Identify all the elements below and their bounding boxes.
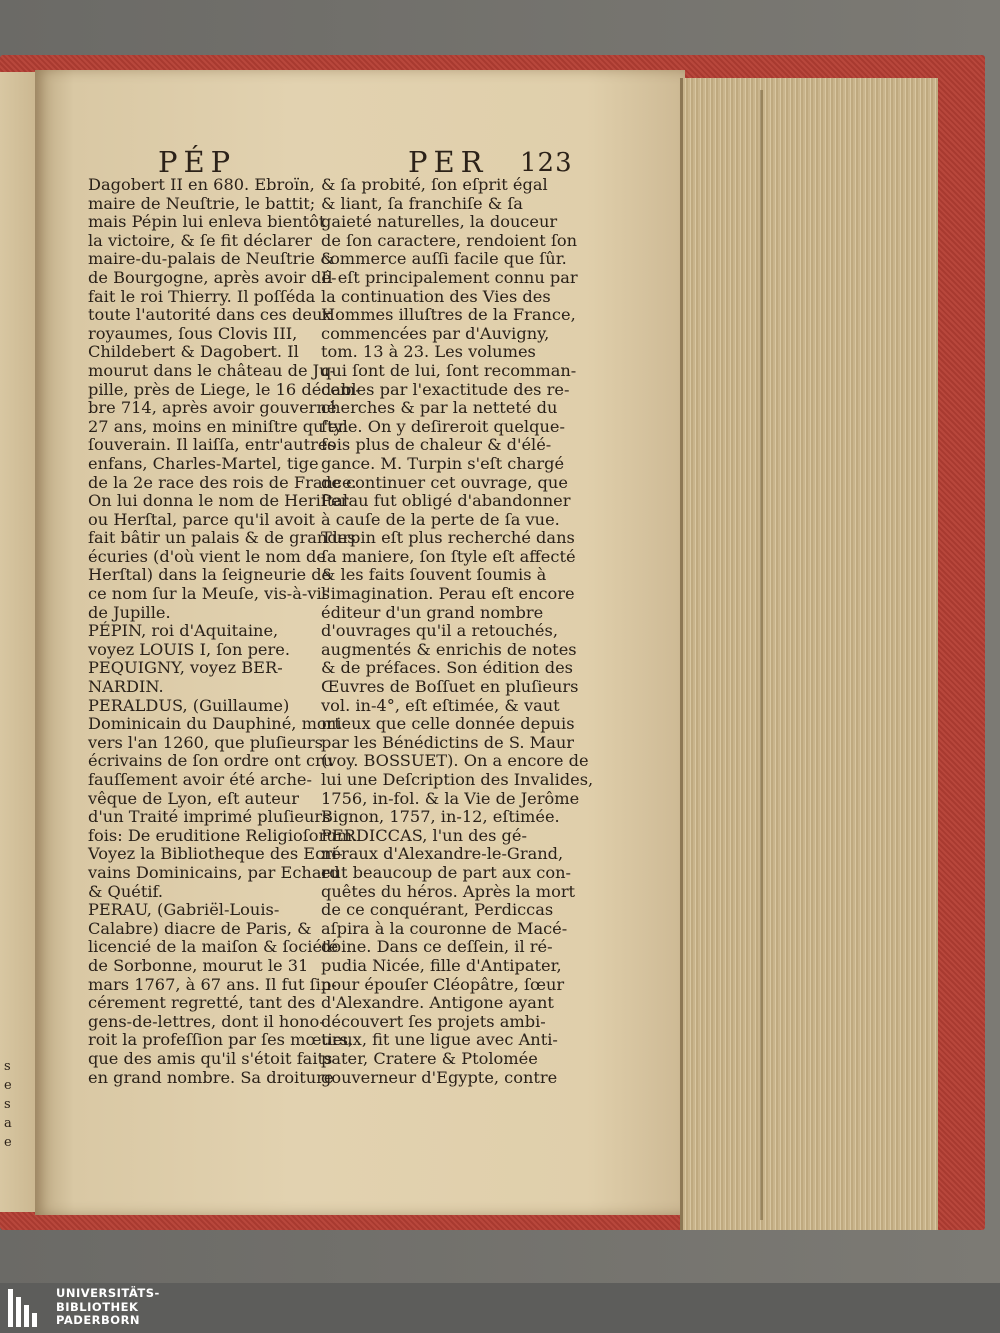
text-line: mars 1767, à 67 ans. Il fut ſin- bbox=[88, 974, 337, 994]
text-line: qui ſont de lui, ſont recomman- bbox=[321, 360, 577, 380]
text-line: licencié de la maiſon & ſociété bbox=[88, 937, 339, 957]
text-line: ſa maniere, ſon ſtyle eſt affecté bbox=[321, 546, 576, 566]
text-line: pater, Cratere & Ptolomée bbox=[321, 1048, 538, 1068]
text-line: roit la profeſſion par ſes mœurs, bbox=[88, 1030, 354, 1050]
text-line: tom. 13 à 23. Les volumes bbox=[321, 342, 536, 362]
library-name-line2: BIBLIOTHEK bbox=[56, 1299, 139, 1314]
text-line: fois: De eruditione Religioſorum. bbox=[88, 825, 358, 845]
edge-letter: a bbox=[4, 1116, 12, 1131]
text-line: mais Pépin lui enleva bientôt bbox=[88, 212, 326, 232]
text-line: d'Alexandre. Antigone ayant bbox=[321, 993, 554, 1013]
text-line: ſtyle. On y deſireroit quelque- bbox=[321, 416, 565, 436]
text-line: maire de Neuſtrie, le battit; bbox=[88, 193, 316, 213]
text-line: Voyez la Bibliotheque des Ecri- bbox=[88, 844, 343, 864]
text-line: gaieté naturelles, la douceur bbox=[321, 212, 558, 232]
text-line: gens-de-lettres, dont il hono- bbox=[88, 1011, 325, 1031]
text-line: cérement regretté, tant des bbox=[88, 993, 316, 1013]
text-line: mieux que celle donnée depuis bbox=[321, 714, 575, 734]
right-text-column bbox=[321, 176, 593, 1087]
text-line: pudia Nicée, fille d'Antipater, bbox=[321, 955, 562, 975]
text-line: doine. Dans ce deſſein, il ré- bbox=[321, 937, 553, 957]
text-line: Dominicain du Dauphiné, mort bbox=[88, 714, 341, 734]
text-line: PÉPIN, roi d'Aquitaine, bbox=[88, 621, 279, 641]
text-line: On lui donna le nom de Heriſtal bbox=[88, 491, 349, 511]
library-logo-icon bbox=[8, 1289, 46, 1327]
text-line: d'un Traité imprimé pluſieurs bbox=[88, 807, 331, 827]
text-line: mourut dans le château de Ju- bbox=[88, 360, 336, 380]
page-block-edges bbox=[680, 78, 938, 1230]
text-line: découvert ſes projets ambi- bbox=[321, 1011, 546, 1031]
text-line: pour épouſer Cléopâtre, ſœur bbox=[321, 974, 565, 994]
text-line: écrivains de ſon ordre ont cru bbox=[88, 751, 334, 771]
text-line: de ſon caractere, rendoient ſon bbox=[321, 230, 578, 250]
text-line: & les faits ſouvent ſoumis à bbox=[321, 565, 547, 585]
text-line: toute l'autorité dans ces deux bbox=[88, 305, 332, 325]
text-line: de Sorbonne, mourut le 31 bbox=[88, 955, 309, 975]
text-line: Perau fut obligé d'abandonner bbox=[321, 491, 571, 511]
text-line: 27 ans, moins en miniſtre qu'en bbox=[88, 416, 349, 436]
text-line: PERALDUS, (Guillaume) bbox=[88, 695, 290, 715]
text-line: 1756, in-fol. & la Vie de Jerôme bbox=[321, 788, 580, 808]
text-line: fait le roi Thierry. Il poſſéda bbox=[88, 286, 316, 306]
text-line: royaumes, ſous Clovis III, bbox=[88, 323, 298, 343]
text-line: vol. in-4°, eſt eſtimée, & vaut bbox=[321, 695, 560, 715]
text-line: vêque de Lyon, eſt auteur bbox=[88, 788, 299, 808]
text-line: par les Bénédictins de S. Maur bbox=[321, 732, 575, 752]
text-line: & liant, ſa franchiſe & ſa bbox=[321, 193, 523, 213]
text-line: la victoire, & ſe fit déclarer bbox=[88, 230, 313, 250]
text-line: augmentés & enrichis de notes bbox=[321, 639, 577, 659]
text-line: néraux d'Alexandre-le-Grand, bbox=[321, 844, 564, 864]
text-line: en grand nombre. Sa droiture bbox=[88, 1067, 334, 1087]
text-line: Childebert & Dagobert. Il bbox=[88, 342, 299, 362]
text-line: PERAU, (Gabriël-Louis- bbox=[88, 900, 280, 920]
text-line: ou Herſtal, parce qu'il avoit bbox=[88, 509, 315, 529]
text-line: cherches & par la netteté du bbox=[321, 398, 558, 418]
text-line: Dagobert II en 680. Ebroïn, bbox=[88, 175, 315, 194]
text-line: fait bâtir un palais & de grandes bbox=[88, 528, 356, 548]
text-line: vains Dominicains, par Echard bbox=[88, 862, 340, 882]
text-line: commerce auſſi facile que ſûr. bbox=[321, 249, 567, 269]
text-line: la continuation des Vies des bbox=[321, 286, 551, 306]
text-line: commencées par d'Auvigny, bbox=[321, 323, 550, 343]
right-running-head: PER bbox=[408, 145, 489, 179]
edge-letter: e bbox=[4, 1135, 12, 1150]
text-line: Calabre) diacre de Paris, & bbox=[88, 918, 312, 938]
text-line: voyez LOUIS I, ſon pere. bbox=[88, 639, 290, 659]
page-block-shadow bbox=[760, 90, 763, 1220]
edge-letter: e bbox=[4, 1078, 12, 1093]
text-line: aſpira à la couronne de Macé- bbox=[321, 918, 568, 938]
text-line: Bignon, 1757, in-12, eſtimée. bbox=[321, 807, 560, 827]
text-line: gance. M. Turpin s'eſt chargé bbox=[321, 453, 565, 473]
text-line: de ce conquérant, Perdiccas bbox=[321, 900, 554, 920]
text-line: PEQUIGNY, voyez BER- bbox=[88, 658, 283, 678]
text-line: l'imagination. Perau eſt encore bbox=[321, 584, 575, 604]
text-line: quêtes du héros. Après la mort bbox=[321, 881, 576, 901]
text-line: d'ouvrages qu'il a retouchés, bbox=[321, 621, 558, 641]
left-text-column bbox=[88, 176, 361, 1087]
text-line: PERDICCAS, l'un des gé- bbox=[321, 825, 527, 845]
text-line: bre 714, après avoir gouverné bbox=[88, 398, 337, 418]
library-footer bbox=[0, 1283, 1000, 1333]
text-line: & de préfaces. Son édition des bbox=[321, 658, 573, 678]
text-line: que des amis qu'il s'étoit faits bbox=[88, 1048, 333, 1068]
text-line: à cauſe de la perte de ſa vue. bbox=[321, 509, 560, 529]
text-line: maire-du-palais de Neuſtrie & bbox=[88, 249, 335, 269]
text-line: enfans, Charles-Martel, tige bbox=[88, 453, 319, 473]
text-line: gouverneur d'Egypte, contre bbox=[321, 1067, 558, 1087]
text-line: fauſſement avoir été arche- bbox=[88, 770, 312, 789]
text-line: pille, près de Liege, le 16 décem- bbox=[88, 379, 361, 399]
text-line: Herſtal) dans la ſeigneurie de bbox=[88, 565, 332, 585]
text-line: ſouverain. Il laiſſa, entr'autres bbox=[88, 435, 336, 455]
text-line: ce nom ſur la Meuſe, vis-à-vis bbox=[88, 584, 331, 604]
text-line: écuries (d'où vient le nom de bbox=[88, 546, 326, 566]
library-name bbox=[56, 1287, 160, 1328]
library-name-line1: UNIVERSITÄTS- bbox=[56, 1286, 160, 1300]
text-line: Il eſt principalement connu par bbox=[321, 267, 578, 287]
text-line: de la 2e race des rois de France. bbox=[88, 472, 357, 492]
text-line: Turpin eſt plus recherché dans bbox=[321, 528, 575, 548]
text-line: NARDIN. bbox=[88, 677, 164, 697]
edge-letter: s bbox=[4, 1059, 11, 1074]
text-line: tieux, fit une ligue avec Anti- bbox=[321, 1030, 558, 1050]
text-line: Hommes illuſtres de la France, bbox=[321, 305, 576, 325]
text-line: Œuvres de Boſſuet en pluſieurs bbox=[321, 677, 579, 697]
page-number: 123 bbox=[520, 148, 573, 178]
text-line: lui une Deſcription des Invalides, bbox=[321, 770, 594, 789]
text-line: vers l'an 1260, que pluſieurs bbox=[88, 732, 323, 752]
text-line: éditeur d'un grand nombre bbox=[321, 602, 544, 622]
text-line: de continuer cet ouvrage, que bbox=[321, 472, 568, 492]
text-line: de Jupille. bbox=[88, 602, 171, 622]
library-name-line3: PADERBORN bbox=[56, 1313, 141, 1327]
text-line: (voy. BOSSUET). On a encore de bbox=[321, 751, 589, 771]
text-line: fois plus de chaleur & d'élé- bbox=[321, 435, 552, 455]
text-line: eut beaucoup de part aux con- bbox=[321, 862, 571, 882]
left-running-head: PÉP bbox=[158, 145, 237, 179]
text-line: & ſa probité, ſon eſprit égal bbox=[321, 175, 548, 194]
text-line: & Quétif. bbox=[88, 881, 164, 901]
text-line: dables par l'exactitude des re- bbox=[321, 379, 570, 399]
edge-letters bbox=[4, 1057, 12, 1152]
edge-letter: s bbox=[4, 1097, 11, 1112]
text-line: de Bourgogne, après avoir dé- bbox=[88, 267, 337, 287]
